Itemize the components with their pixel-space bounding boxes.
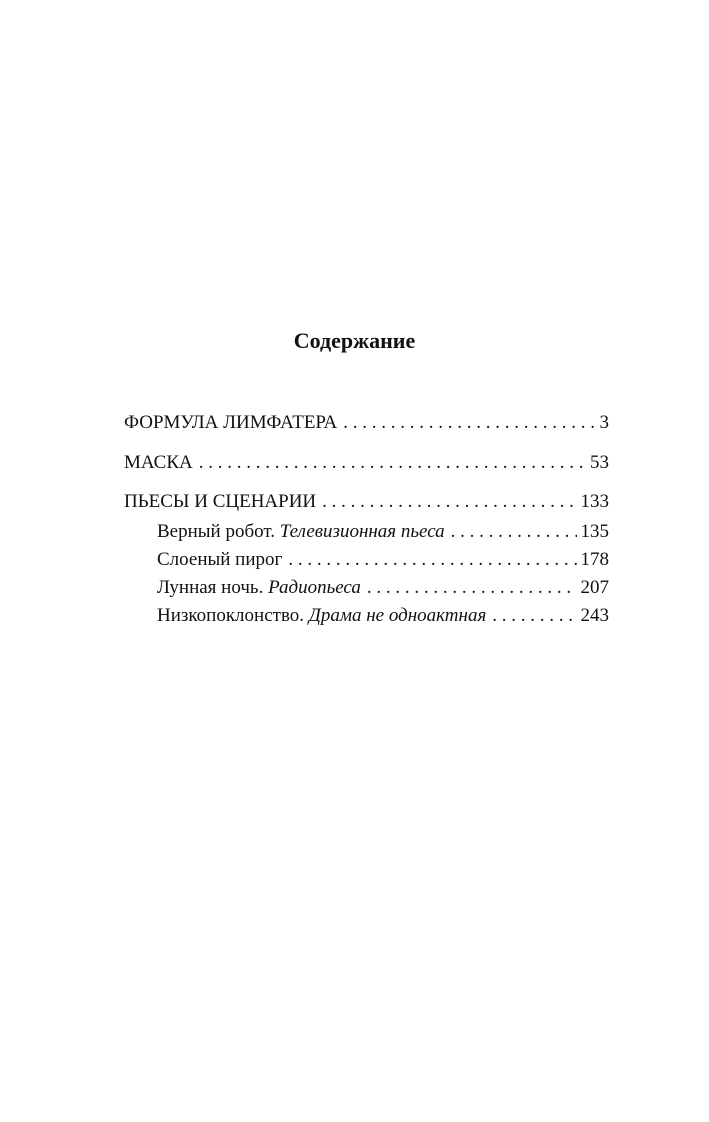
dot-leader xyxy=(451,518,577,546)
toc-entry-title: Верный робот. Телевизионная пьеса xyxy=(157,521,445,542)
toc-entry-sloeny-pirog[interactable] xyxy=(157,546,609,574)
toc-entry-genre: Драма не одноактная xyxy=(308,605,487,626)
toc-entry-verny-robot[interactable] xyxy=(157,518,609,546)
toc-entry-title: ПЬЕСЫ И СЦЕНАРИИ xyxy=(124,491,317,512)
toc-page-number: 133 xyxy=(580,491,609,512)
toc-entry-plays-and-scripts[interactable] xyxy=(124,488,609,516)
dot-leader xyxy=(288,546,576,574)
toc-entry-genre: Телевизионная пьеса xyxy=(279,521,445,542)
dot-leader xyxy=(343,409,595,437)
toc-entry-lunnaya-noch[interactable] xyxy=(157,574,609,602)
toc-page-number: 3 xyxy=(599,412,609,433)
toc-entry-title: Лунная ночь. Радиопьеса xyxy=(157,577,361,598)
toc-entry-maska[interactable] xyxy=(124,449,609,477)
toc-entry-formula-limfatera[interactable] xyxy=(124,409,609,437)
toc-entry-title: Низкопоклонство. Драма не одноактная xyxy=(157,605,487,626)
dot-leader xyxy=(322,488,576,516)
toc-entry-title: ФОРМУЛА ЛИМФАТЕРА xyxy=(124,412,338,433)
dot-leader xyxy=(492,602,576,630)
toc-page-number: 135 xyxy=(580,521,609,542)
page-title: Содержание xyxy=(293,328,416,353)
toc-entry-nizkopoklonstvo[interactable] xyxy=(157,602,609,630)
toc-page-number: 243 xyxy=(580,605,609,626)
toc-entry-title: МАСКА xyxy=(124,452,193,473)
toc-page-number: 178 xyxy=(580,549,609,570)
toc-page-number: 53 xyxy=(590,452,609,473)
dot-leader xyxy=(367,574,577,602)
toc-entry-title: Слоеный пирог xyxy=(157,549,283,570)
dot-leader xyxy=(199,449,586,477)
toc-entry-genre: Радиопьеса xyxy=(268,577,361,598)
toc-page-number: 207 xyxy=(580,577,609,598)
